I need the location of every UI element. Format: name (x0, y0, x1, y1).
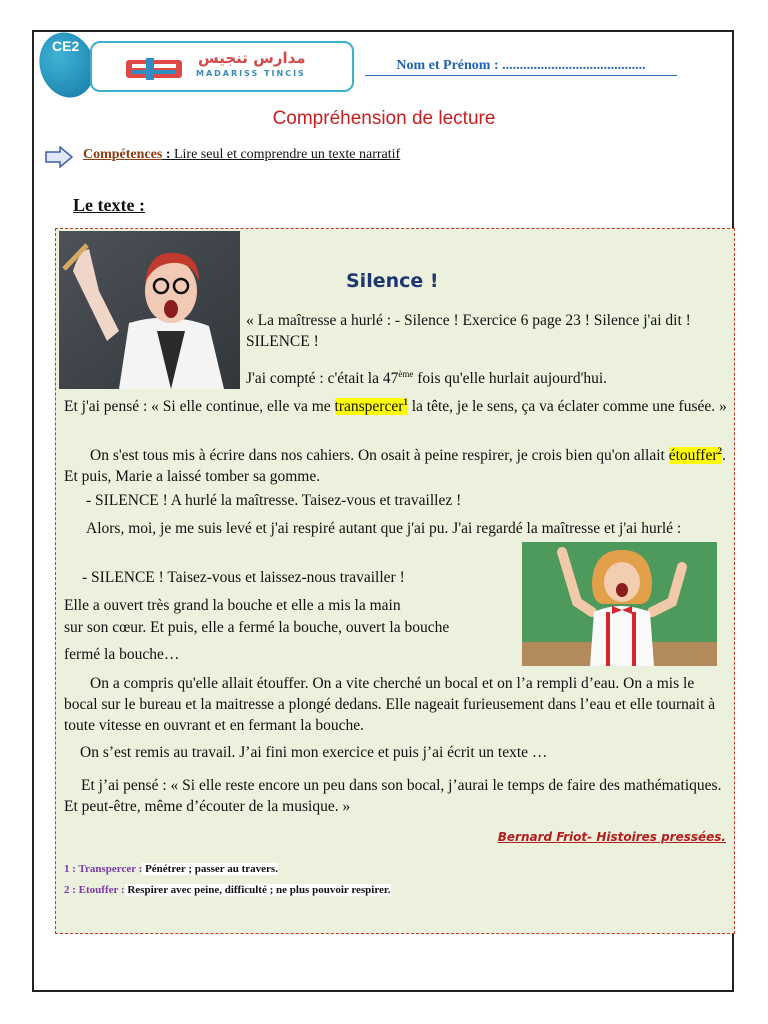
story-paragraph: Et j’ai pensé : « Si elle reste encore un peu dans son bocal, j’aurai le temps de faire des mathématiques. Et peut-être, même d’écouter de la musique. » (64, 777, 722, 815)
level-label: CE2 (52, 38, 80, 54)
story-paragraph: On a compris qu'elle allait étouffer. On a vite cherché un bocal et on l’a rempli d’eau. On a mis le bocal sur le bureau et la maitresse a plongé dedans. Elle nageait furieusement dans l’eau et elle tournait à toute vitesse en ouvrant et en fermant la bouche. (64, 675, 716, 734)
arrow-right-icon (45, 146, 73, 168)
section-heading: Le texte : (73, 195, 145, 215)
highlighted-word (669, 447, 722, 464)
story-paragraph (64, 441, 728, 487)
story-text: fois qu'elle hurlait aujourd'hui. (413, 370, 608, 388)
story-title: Silence ! (346, 270, 439, 292)
story-paragraph (246, 364, 716, 389)
competences-label: Compétences (83, 147, 163, 162)
story-paragraph: « La maîtresse a hurlé : - Silence ! Exercice 6 page 23 ! Silence j'ai dit ! SILENCE ! (246, 312, 691, 350)
story-paragraph (64, 392, 728, 417)
author-credit: Bernard Friot- Histoires pressées. (497, 830, 726, 844)
story-text: On s'est tous mis à écrire dans nos cahiers. On osait à peine respirer, je crois bien qu'on allait (90, 447, 669, 465)
story-text: J'ai compté : c'était la 47 (246, 370, 399, 388)
story-paragraph: Alors, moi, je me suis levé et j'ai respiré autant que j'ai pu. J'ai regardé la maîtresse et j'ai hurlé : (86, 520, 682, 537)
glossary-item (64, 884, 391, 896)
competences-text: Lire seul et comprendre un texte narratif (170, 147, 401, 162)
glossary-term: 1 : Transpercer : (64, 863, 143, 875)
name-field[interactable]: Nom et Prénom : ......................................... (365, 58, 677, 76)
glossary-term: 2 : Etouffer : (64, 884, 125, 896)
competences-colon: : (162, 147, 171, 162)
glossary-definition: Pénétrer ; passer au travers. (142, 863, 278, 875)
footnote-mark: 1 (403, 397, 408, 407)
logo-latin-text: MADARISS TINCIS (196, 69, 306, 78)
story-paragraph: Elle a ouvert très grand la bouche et elle a mis la main (64, 597, 401, 614)
school-logo (90, 41, 354, 92)
story-paragraph: sur son cœur. Et puis, elle a fermé la bouche, ouvert la bouche (64, 619, 450, 636)
angry-teacher-image (59, 231, 240, 389)
vocab-word: étouffer (668, 447, 718, 465)
story-text: . Et puis, Marie a laissé tomber sa gomme. (64, 447, 726, 486)
glossary-item (64, 863, 278, 875)
story-paragraph: On s’est remis au travail. J’ai fini mon exercice et puis j’ai écrit un texte … (80, 744, 548, 761)
vocab-word: transpercer (334, 398, 404, 416)
glossary-definition: Respirer avec peine, difficulté ; ne plus pouvoir respirer. (124, 884, 391, 896)
story-paragraph: fermé la bouche… (64, 646, 180, 663)
logo-arabic-text: مدارس تنجيس (198, 49, 306, 67)
shouting-child-image (522, 542, 717, 666)
logo-book-icon (124, 57, 184, 81)
competences-line (83, 147, 400, 163)
story-text: la tête, je le sens, ça va éclater comme une fusée. » (407, 398, 727, 416)
superscript: ème (398, 369, 414, 379)
story-paragraph: - SILENCE ! A hurlé la maîtresse. Taisez-vous et travaillez ! (86, 492, 462, 509)
footnote-mark: 2 (717, 446, 723, 456)
page-title: Compréhension de lecture (272, 108, 496, 129)
story-text: Et j'ai pensé : « Si elle continue, elle va me (64, 398, 335, 416)
highlighted-word (335, 398, 408, 415)
story-paragraph: - SILENCE ! Taisez-vous et laissez-nous travailler ! (82, 569, 405, 586)
